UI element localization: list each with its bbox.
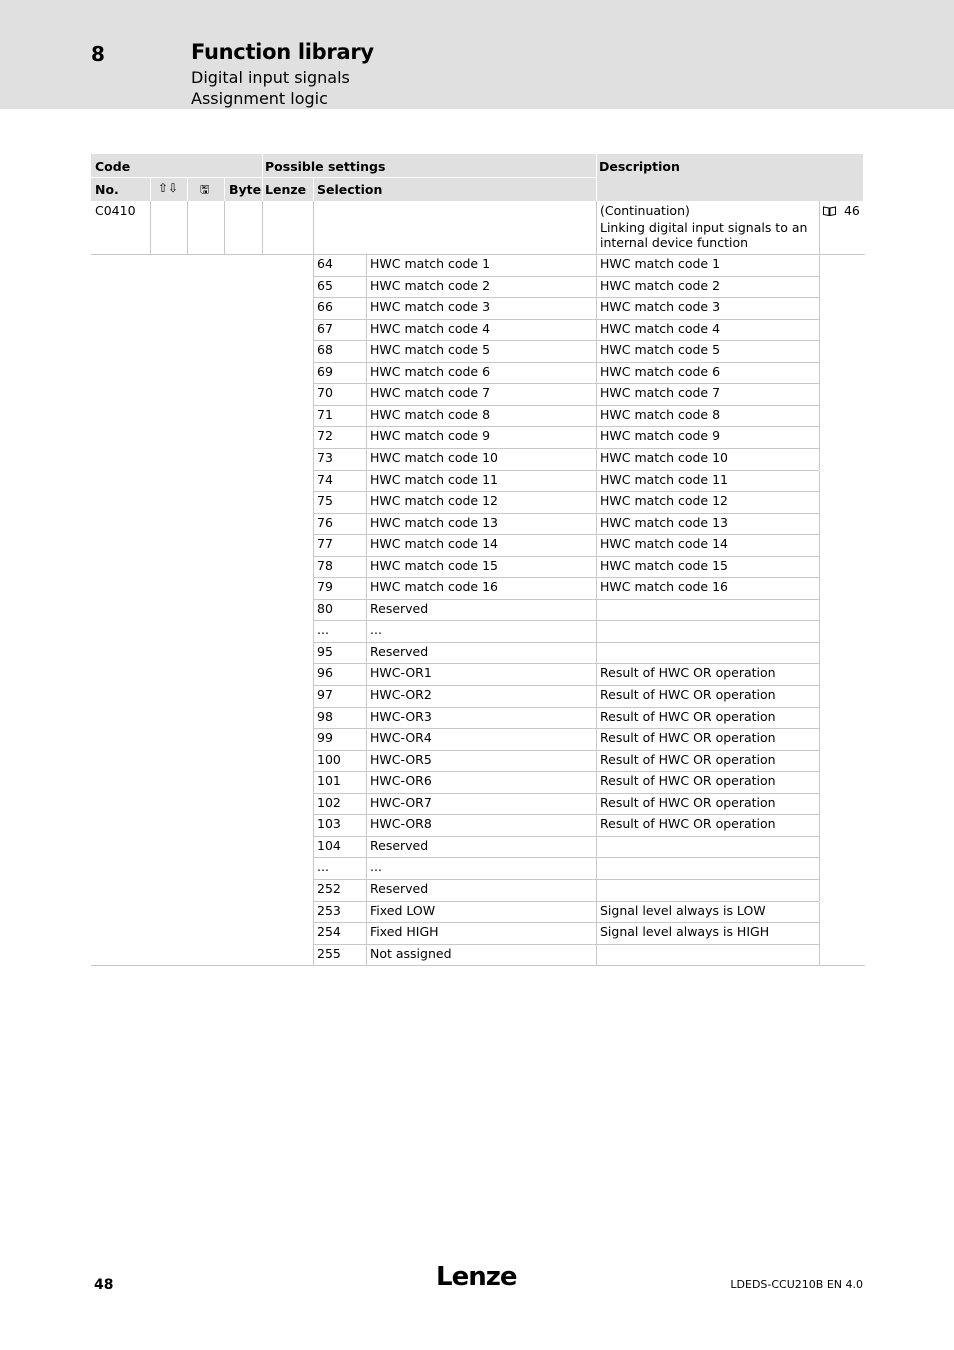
grid-line <box>819 427 820 449</box>
selection-description: Result of HWC OR operation <box>600 794 776 810</box>
selection-value: 72 <box>317 428 333 444</box>
grid-line <box>596 708 597 730</box>
selection-value: 255 <box>317 945 341 961</box>
grid-line <box>313 557 314 579</box>
grid-line <box>313 320 314 342</box>
grid-line <box>596 686 597 708</box>
grid-line <box>596 880 597 902</box>
selection-label: HWC match code 3 <box>370 299 491 315</box>
grid-line <box>819 320 820 342</box>
grid-line <box>819 686 820 708</box>
grid-line <box>596 514 597 536</box>
grid-line <box>596 298 597 320</box>
grid-line <box>819 363 820 385</box>
selection-value: 253 <box>317 902 341 918</box>
grid-line <box>313 341 314 363</box>
grid-line <box>313 945 314 967</box>
selection-description: HWC match code 4 <box>600 320 721 336</box>
grid-line <box>313 620 819 621</box>
grid-line <box>819 492 820 514</box>
grid-line <box>313 599 819 600</box>
selection-value: 79 <box>317 579 333 595</box>
header-byte: Byte <box>229 182 262 197</box>
header-divider <box>596 154 597 201</box>
selection-value: 69 <box>317 363 333 379</box>
grid-line <box>366 880 367 902</box>
book-icon <box>823 206 836 216</box>
grid-line <box>313 535 314 557</box>
selection-value: 104 <box>317 837 341 853</box>
grid-line <box>819 729 820 751</box>
grid-line <box>596 600 597 622</box>
grid-line <box>313 556 819 557</box>
grid-line <box>313 837 314 859</box>
selection-label: HWC-OR6 <box>370 773 432 789</box>
selection-description: HWC match code 7 <box>600 385 721 401</box>
grid-line <box>819 578 820 600</box>
header-divider <box>313 177 314 201</box>
selection-label: HWC-OR2 <box>370 687 432 702</box>
grid-line <box>819 858 820 880</box>
grid-line <box>313 362 819 363</box>
grid-line <box>366 363 367 385</box>
grid-line <box>313 902 314 924</box>
grid-line <box>313 383 819 384</box>
selection-value: ... <box>317 859 329 875</box>
selection-description: Result of HWC OR operation <box>600 665 776 681</box>
grid-line <box>366 858 367 880</box>
grid-line <box>596 277 597 299</box>
grid-line <box>596 384 597 406</box>
grid-line <box>819 600 820 622</box>
header-band <box>0 0 954 109</box>
selection-description: HWC match code 5 <box>600 342 721 358</box>
selection-description: HWC match code 12 <box>600 493 728 509</box>
grid-line <box>366 621 367 643</box>
grid-line <box>91 965 865 966</box>
grid-line <box>366 449 367 471</box>
lenze-logo: Lenze <box>436 1262 517 1292</box>
grid-line <box>313 471 314 493</box>
grid-line <box>313 534 819 535</box>
grid-line <box>819 535 820 557</box>
selection-label: HWC-OR8 <box>370 816 432 832</box>
selection-label: HWC match code 6 <box>370 363 491 379</box>
grid-line <box>596 320 597 342</box>
grid-line <box>313 577 819 578</box>
selection-description: Result of HWC OR operation <box>600 816 776 832</box>
grid-line <box>313 319 819 320</box>
selection-description: HWC match code 15 <box>600 557 728 573</box>
selection-label: Fixed HIGH <box>370 924 439 940</box>
selection-value: 67 <box>317 320 333 336</box>
grid-line <box>366 341 367 363</box>
selection-value: 71 <box>317 406 333 422</box>
selection-value: 101 <box>317 773 341 789</box>
grid-line <box>819 298 820 320</box>
selection-value: 78 <box>317 557 333 573</box>
grid-line <box>819 923 820 945</box>
selection-description: HWC match code 6 <box>600 363 721 379</box>
grid-line <box>819 514 820 536</box>
selection-description: Result of HWC OR operation <box>600 751 776 767</box>
grid-line <box>313 858 314 880</box>
grid-line <box>366 815 367 837</box>
selection-value: 70 <box>317 385 333 401</box>
grid-line <box>366 471 367 493</box>
grid-line <box>313 879 819 880</box>
grid-line <box>819 255 820 277</box>
code-value: C0410 <box>95 203 136 218</box>
grid-line <box>366 535 367 557</box>
grid-line <box>596 341 597 363</box>
selection-description: HWC match code 3 <box>600 299 721 315</box>
chapter-title: Function library <box>191 40 374 64</box>
selection-value: 80 <box>317 600 333 616</box>
selection-value: 74 <box>317 471 333 487</box>
grid-line <box>313 470 819 471</box>
grid-line <box>313 363 314 385</box>
selection-label: Not assigned <box>370 945 452 961</box>
updown-icon: ⇧⇩ <box>158 181 179 195</box>
grid-line <box>366 923 367 945</box>
selection-label: Reserved <box>370 837 429 853</box>
page-reference-number: 46 <box>843 203 860 218</box>
grid-line <box>819 708 820 730</box>
grid-line <box>596 449 597 471</box>
grid-line <box>819 837 820 859</box>
selection-label: Reserved <box>370 880 429 896</box>
grid-line <box>596 664 597 686</box>
grid-line <box>596 902 597 924</box>
grid-line <box>366 427 367 449</box>
selection-label: HWC match code 14 <box>370 536 498 552</box>
selection-label: HWC match code 1 <box>370 256 491 271</box>
grid-line <box>819 449 820 471</box>
selection-description: Signal level always is LOW <box>600 902 766 918</box>
grid-line <box>313 643 314 665</box>
grid-line <box>313 514 314 536</box>
code-description-line-2: Linking digital input signals to an <box>600 220 808 235</box>
grid-line <box>313 793 819 794</box>
grid-line <box>819 902 820 924</box>
selection-value: 99 <box>317 730 333 746</box>
grid-line <box>819 471 820 493</box>
selection-description: HWC match code 14 <box>600 536 728 552</box>
grid-line <box>366 578 367 600</box>
grid-line <box>366 320 367 342</box>
grid-line <box>819 341 820 363</box>
selection-value: 103 <box>317 816 341 832</box>
grid-line <box>313 405 819 406</box>
grid-line <box>366 686 367 708</box>
selection-description: HWC match code 9 <box>600 428 721 444</box>
code-description-line-3: internal device function <box>600 235 749 250</box>
grid-line <box>819 643 820 665</box>
grid-line <box>313 277 314 299</box>
selection-label: Fixed LOW <box>370 902 436 918</box>
document-id: LDEDS-CCU210B EN 4.0 <box>730 1278 863 1291</box>
grid-line <box>313 707 819 708</box>
grid-line <box>819 794 820 816</box>
selection-value: 252 <box>317 880 341 896</box>
header-lenze: Lenze <box>265 182 307 197</box>
grid-line <box>313 297 819 298</box>
selection-label: HWC-OR7 <box>370 794 432 810</box>
selection-label: Reserved <box>370 600 429 616</box>
selection-description: HWC match code 8 <box>600 406 721 422</box>
selection-label: HWC-OR4 <box>370 730 432 746</box>
selection-value: 65 <box>317 277 333 293</box>
grid-line <box>819 384 820 406</box>
grid-line <box>596 837 597 859</box>
grid-line <box>366 277 367 299</box>
grid-line <box>596 557 597 579</box>
save-icon: 🖫 <box>200 183 210 196</box>
grid-line <box>366 557 367 579</box>
grid-line <box>313 729 314 751</box>
selection-label: HWC match code 5 <box>370 342 491 358</box>
grid-line <box>366 708 367 730</box>
grid-line <box>313 663 819 664</box>
grid-line <box>819 772 820 794</box>
grid-line <box>313 426 819 427</box>
grid-line <box>596 772 597 794</box>
grid-line <box>819 945 820 967</box>
selection-description: HWC match code 1 <box>600 256 721 271</box>
selection-value: 77 <box>317 536 333 552</box>
selection-label: HWC match code 7 <box>370 385 491 401</box>
grid-line <box>313 276 819 277</box>
grid-line <box>819 406 820 428</box>
selection-description: Result of HWC OR operation <box>600 708 776 724</box>
selection-label: HWC match code 8 <box>370 406 491 422</box>
grid-line <box>596 794 597 816</box>
selection-label: HWC match code 12 <box>370 493 498 509</box>
selection-value: 68 <box>317 342 333 358</box>
selection-value: ... <box>317 622 329 638</box>
grid-line <box>313 901 819 902</box>
selection-value: 97 <box>317 687 333 702</box>
grid-line <box>313 621 314 643</box>
subsection-title: Assignment logic <box>191 89 328 108</box>
grid-line <box>819 277 820 299</box>
selection-label: HWC match code 11 <box>370 471 498 487</box>
grid-line <box>313 857 819 858</box>
grid-line <box>366 664 367 686</box>
header-code: Code <box>95 159 131 174</box>
selection-value: 100 <box>317 751 341 767</box>
grid-line <box>313 750 819 751</box>
grid-line <box>366 945 367 967</box>
grid-line <box>313 642 819 643</box>
grid-line <box>596 815 597 837</box>
header-selection: Selection <box>317 182 383 197</box>
grid-line <box>596 578 597 600</box>
selection-description: HWC match code 10 <box>600 449 728 465</box>
grid-line <box>313 836 819 837</box>
grid-line <box>366 298 367 320</box>
grid-line <box>313 578 314 600</box>
page-number: 48 <box>94 1277 114 1293</box>
grid-line <box>313 686 314 708</box>
grid-line <box>313 923 314 945</box>
grid-line <box>313 708 314 730</box>
selection-value: 64 <box>317 256 333 271</box>
grid-line <box>596 535 597 557</box>
grid-line <box>313 772 314 794</box>
grid-line <box>596 729 597 751</box>
selection-value: 96 <box>317 665 333 681</box>
grid-line <box>596 255 597 277</box>
grid-line <box>313 600 314 622</box>
header-possible-settings: Possible settings <box>265 159 386 174</box>
grid-line <box>313 406 314 428</box>
grid-line <box>313 685 819 686</box>
grid-line <box>596 471 597 493</box>
grid-line <box>596 363 597 385</box>
selection-value: 76 <box>317 514 333 530</box>
grid-line <box>313 340 819 341</box>
grid-line <box>313 794 314 816</box>
grid-line <box>313 922 819 923</box>
selection-description: HWC match code 16 <box>600 579 728 595</box>
grid-line <box>313 255 314 277</box>
grid-line <box>596 492 597 514</box>
grid-line <box>366 643 367 665</box>
selection-description: Signal level always is HIGH <box>600 924 770 940</box>
grid-line <box>313 815 314 837</box>
selection-value: 73 <box>317 449 333 465</box>
grid-line <box>596 406 597 428</box>
header-divider <box>224 177 225 201</box>
grid-line <box>366 514 367 536</box>
grid-line <box>313 491 819 492</box>
selection-label: HWC match code 2 <box>370 277 491 293</box>
selection-value: 66 <box>317 299 333 315</box>
grid-line <box>313 814 819 815</box>
grid-line <box>819 664 820 686</box>
grid-line <box>313 448 819 449</box>
selection-label: HWC-OR5 <box>370 751 432 767</box>
selection-value: 95 <box>317 643 333 659</box>
grid-line <box>366 600 367 622</box>
grid-line <box>819 557 820 579</box>
grid-line <box>819 880 820 902</box>
selection-label: HWC match code 16 <box>370 579 498 595</box>
selection-label: Reserved <box>370 643 429 659</box>
grid-line <box>366 729 367 751</box>
grid-line <box>366 406 367 428</box>
selection-label: HWC match code 15 <box>370 557 498 573</box>
grid-line <box>366 492 367 514</box>
grid-line <box>313 384 314 406</box>
selection-description: HWC match code 11 <box>600 471 728 487</box>
chapter-number: 8 <box>91 42 105 66</box>
grid-line <box>596 427 597 449</box>
selection-label: ... <box>370 859 382 875</box>
grid-line <box>596 858 597 880</box>
selection-label: HWC match code 10 <box>370 449 498 465</box>
selection-value: 102 <box>317 794 341 810</box>
selection-label: HWC-OR1 <box>370 665 432 681</box>
grid-line <box>313 449 314 471</box>
header-divider <box>262 154 263 201</box>
grid-line <box>313 944 819 945</box>
grid-line <box>366 384 367 406</box>
grid-line <box>366 902 367 924</box>
grid-line <box>313 427 314 449</box>
selection-description: HWC match code 2 <box>600 277 721 293</box>
selection-value: 98 <box>317 708 333 724</box>
grid-line <box>313 664 314 686</box>
grid-line <box>596 643 597 665</box>
selection-value: 75 <box>317 493 333 509</box>
header-no: No. <box>95 182 119 197</box>
grid-line <box>366 794 367 816</box>
grid-line <box>366 837 367 859</box>
grid-line <box>313 751 314 773</box>
grid-line <box>366 255 367 277</box>
selection-value: 254 <box>317 924 341 940</box>
header-divider <box>187 177 188 201</box>
code-description-line-1: (Continuation) <box>600 203 690 218</box>
header-description: Description <box>599 159 680 174</box>
grid-line <box>313 728 819 729</box>
selection-description: Result of HWC OR operation <box>600 687 776 702</box>
grid-line <box>313 771 819 772</box>
grid-line <box>366 772 367 794</box>
grid-line <box>313 492 314 514</box>
header-divider <box>150 177 151 201</box>
grid-line <box>819 815 820 837</box>
grid-line <box>596 923 597 945</box>
selection-label: ... <box>370 622 382 638</box>
header-divider <box>91 177 597 178</box>
grid-line <box>596 945 597 967</box>
selection-description: HWC match code 13 <box>600 514 728 530</box>
selection-description: Result of HWC OR operation <box>600 730 776 746</box>
grid-line <box>596 621 597 643</box>
section-title: Digital input signals <box>191 68 350 87</box>
grid-line <box>313 880 314 902</box>
grid-line <box>313 513 819 514</box>
grid-line <box>819 621 820 643</box>
selection-label: HWC match code 13 <box>370 514 498 530</box>
grid-line <box>596 751 597 773</box>
grid-line <box>819 751 820 773</box>
page-reference[interactable] <box>823 204 860 218</box>
selection-label: HWC match code 4 <box>370 320 491 336</box>
selection-label: HWC-OR3 <box>370 708 432 724</box>
selection-label: HWC match code 9 <box>370 428 491 444</box>
grid-line <box>313 298 314 320</box>
selection-description: Result of HWC OR operation <box>600 773 776 789</box>
grid-line <box>366 751 367 773</box>
